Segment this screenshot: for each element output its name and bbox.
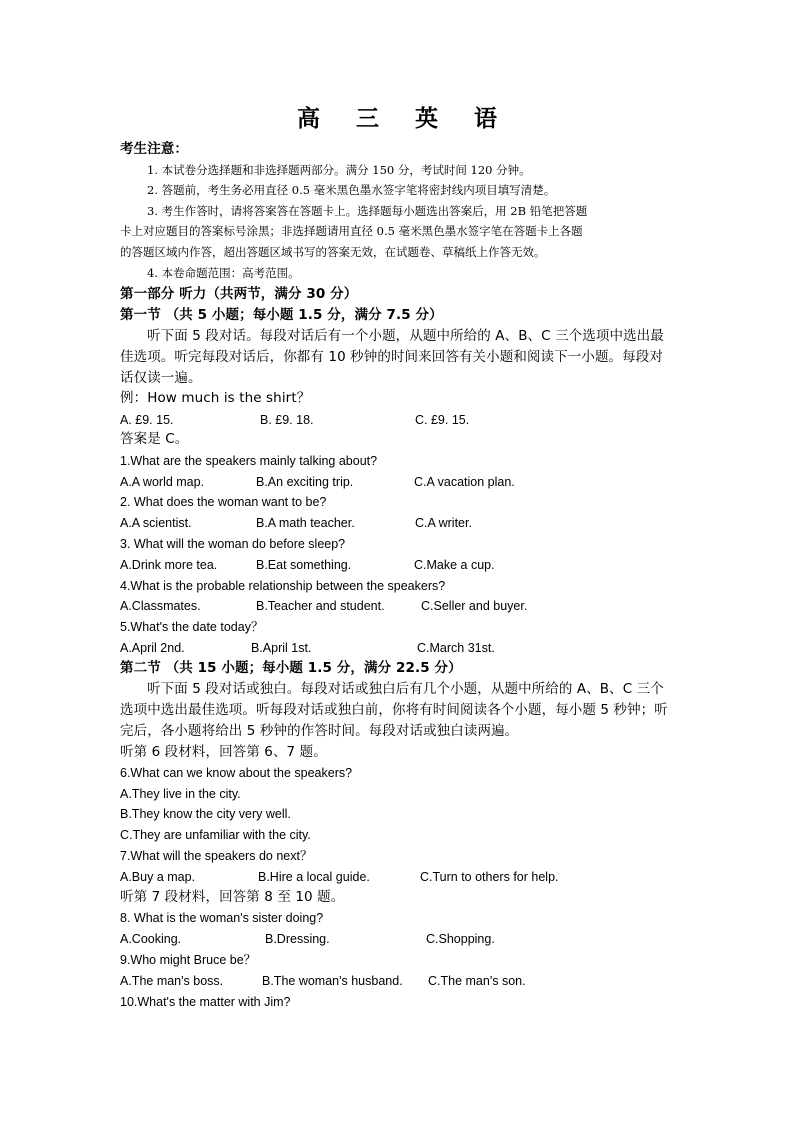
notice-item-4: 4. 本卷命题范围：高考范围。 [147,266,300,280]
page-title: 高 三 英 语 [296,106,512,132]
q1-option-a: A.A world map. [120,475,205,489]
notice-heading: 考生注意： [120,141,188,157]
section2-instruction-2: 选项中选出最佳选项。听每段对话或独白前，你将有时间阅读各个小题，每小题 5 秒钟；听 [120,702,668,718]
notice-item-2: 2. 答题前，考生务必用直径 0.5 毫米黑色墨水签字笔将密封线内项目填写清楚。 [147,183,556,197]
material-7-note: 听第 7 段材料，回答第 8 至 10 题。 [120,889,345,905]
question-10: 10.What's the matter with Jim? [120,995,291,1009]
q5-option-b: B.April 1st. [251,641,312,655]
part1-heading: 第一部分 听力（共两节，满分 30 分） [120,286,358,302]
question-8: 8. What is the woman's sister doing? [120,911,324,925]
q6-option-a: A.They live in the city. [120,787,241,801]
question-4: 4.What is the probable relationship between the speakers? [120,579,446,593]
notice-item-3-cont-2: 的答题区域内作答，超出答题区域书写的答案无效，在试题卷、草稿纸上作答无效。 [120,245,546,259]
section2-heading: 第二节 （共 15 小题；每小题 1.5 分，满分 22.5 分） [120,660,462,676]
question-3: 3. What will the woman do before sleep? [120,537,346,551]
question-6: 6.What can we know about the speakers? [120,766,353,780]
section2-instruction-1: 听下面 5 段对话或独白。每段对话或独白后有几个小题，从题中所给的 A、B、C 三个 [147,681,664,697]
notice-item-3: 3. 考生作答时，请将答案答在答题卡上。选择题每小题选出答案后，用 2B 铅笔把答题 [147,204,588,218]
example-option-c: C. £9. 15. [415,413,470,427]
section1-instruction-1: 听下面 5 段对话。每段对话后有一个小题，从题中所给的 A、B、C 三个选项中选出最 [147,328,664,344]
q2-option-c: C.A writer. [415,516,472,530]
q3-option-b: B.Eat something. [256,558,352,572]
q7-option-b: B.Hire a local guide. [258,870,370,884]
q9-option-a: A.The man's boss. [120,974,224,988]
example-option-a: A. £9. 15. [120,413,174,427]
question-7: 7.What will the speakers do next？ [120,849,313,863]
q8-option-c: C.Shopping. [426,932,495,946]
section1-heading: 第一节 （共 5 小题；每小题 1.5 分，满分 7.5 分） [120,307,443,323]
q7-option-c: C.Turn to others for help. [420,870,559,884]
q9-option-c: C.The man's son. [428,974,526,988]
q9-option-b: B.The woman's husband. [262,974,403,988]
q7-option-a: A.Buy a map. [120,870,196,884]
example-question: 例：How much is the shirt？ [120,390,311,406]
question-1: 1.What are the speakers mainly talking about? [120,454,378,468]
section1-instruction-3: 话仅读一遍。 [120,370,202,386]
q5-option-a: A.April 2nd. [120,641,185,655]
section1-instruction-2: 佳选项。听完每段对话后，你都有 10 秒钟的时间来回答有关小题和阅读下一小题。每段对 [120,349,663,365]
q2-option-a: A.A scientist. [120,516,192,530]
section2-instruction-3: 完后，各小题将给出 5 秒钟的作答时间。每段对话或独白读两遍。 [120,723,519,739]
q4-option-a: A.Classmates. [120,599,201,613]
notice-item-1: 1. 本试卷分选择题和非选择题两部分。满分 150 分，考试时间 120 分钟。 [147,163,531,177]
q5-option-c: C.March 31st. [417,641,495,655]
example-answer: 答案是 C。 [120,431,189,447]
q6-option-b: B.They know the city very well. [120,807,291,821]
q3-option-a: A.Drink more tea. [120,558,218,572]
question-2: 2. What does the woman want to be? [120,495,327,509]
q1-option-c: C.A vacation plan. [414,475,515,489]
q8-option-a: A.Cooking. [120,932,182,946]
notice-item-3-cont-1: 卡上对应题目的答案标号涂黑；非选择题请用直径 0.5 毫米黑色墨水签字笔在答题卡上各题 [120,224,583,238]
q1-option-b: B.An exciting trip. [256,475,354,489]
q4-option-c: C.Seller and buyer. [421,599,528,613]
q2-option-b: B.A math teacher. [256,516,355,530]
example-option-b: B. £9. 18. [260,413,314,427]
question-5: 5.What's the date today？ [120,620,264,634]
material-6-note: 听第 6 段材料，回答第 6、7 题。 [120,744,327,760]
q6-option-c: C.They are unfamiliar with the city. [120,828,311,842]
q8-option-b: B.Dressing. [265,932,330,946]
question-9: 9.Who might Bruce be？ [120,953,257,967]
q3-option-c: C.Make a cup. [414,558,495,572]
q4-option-b: B.Teacher and student. [256,599,385,613]
